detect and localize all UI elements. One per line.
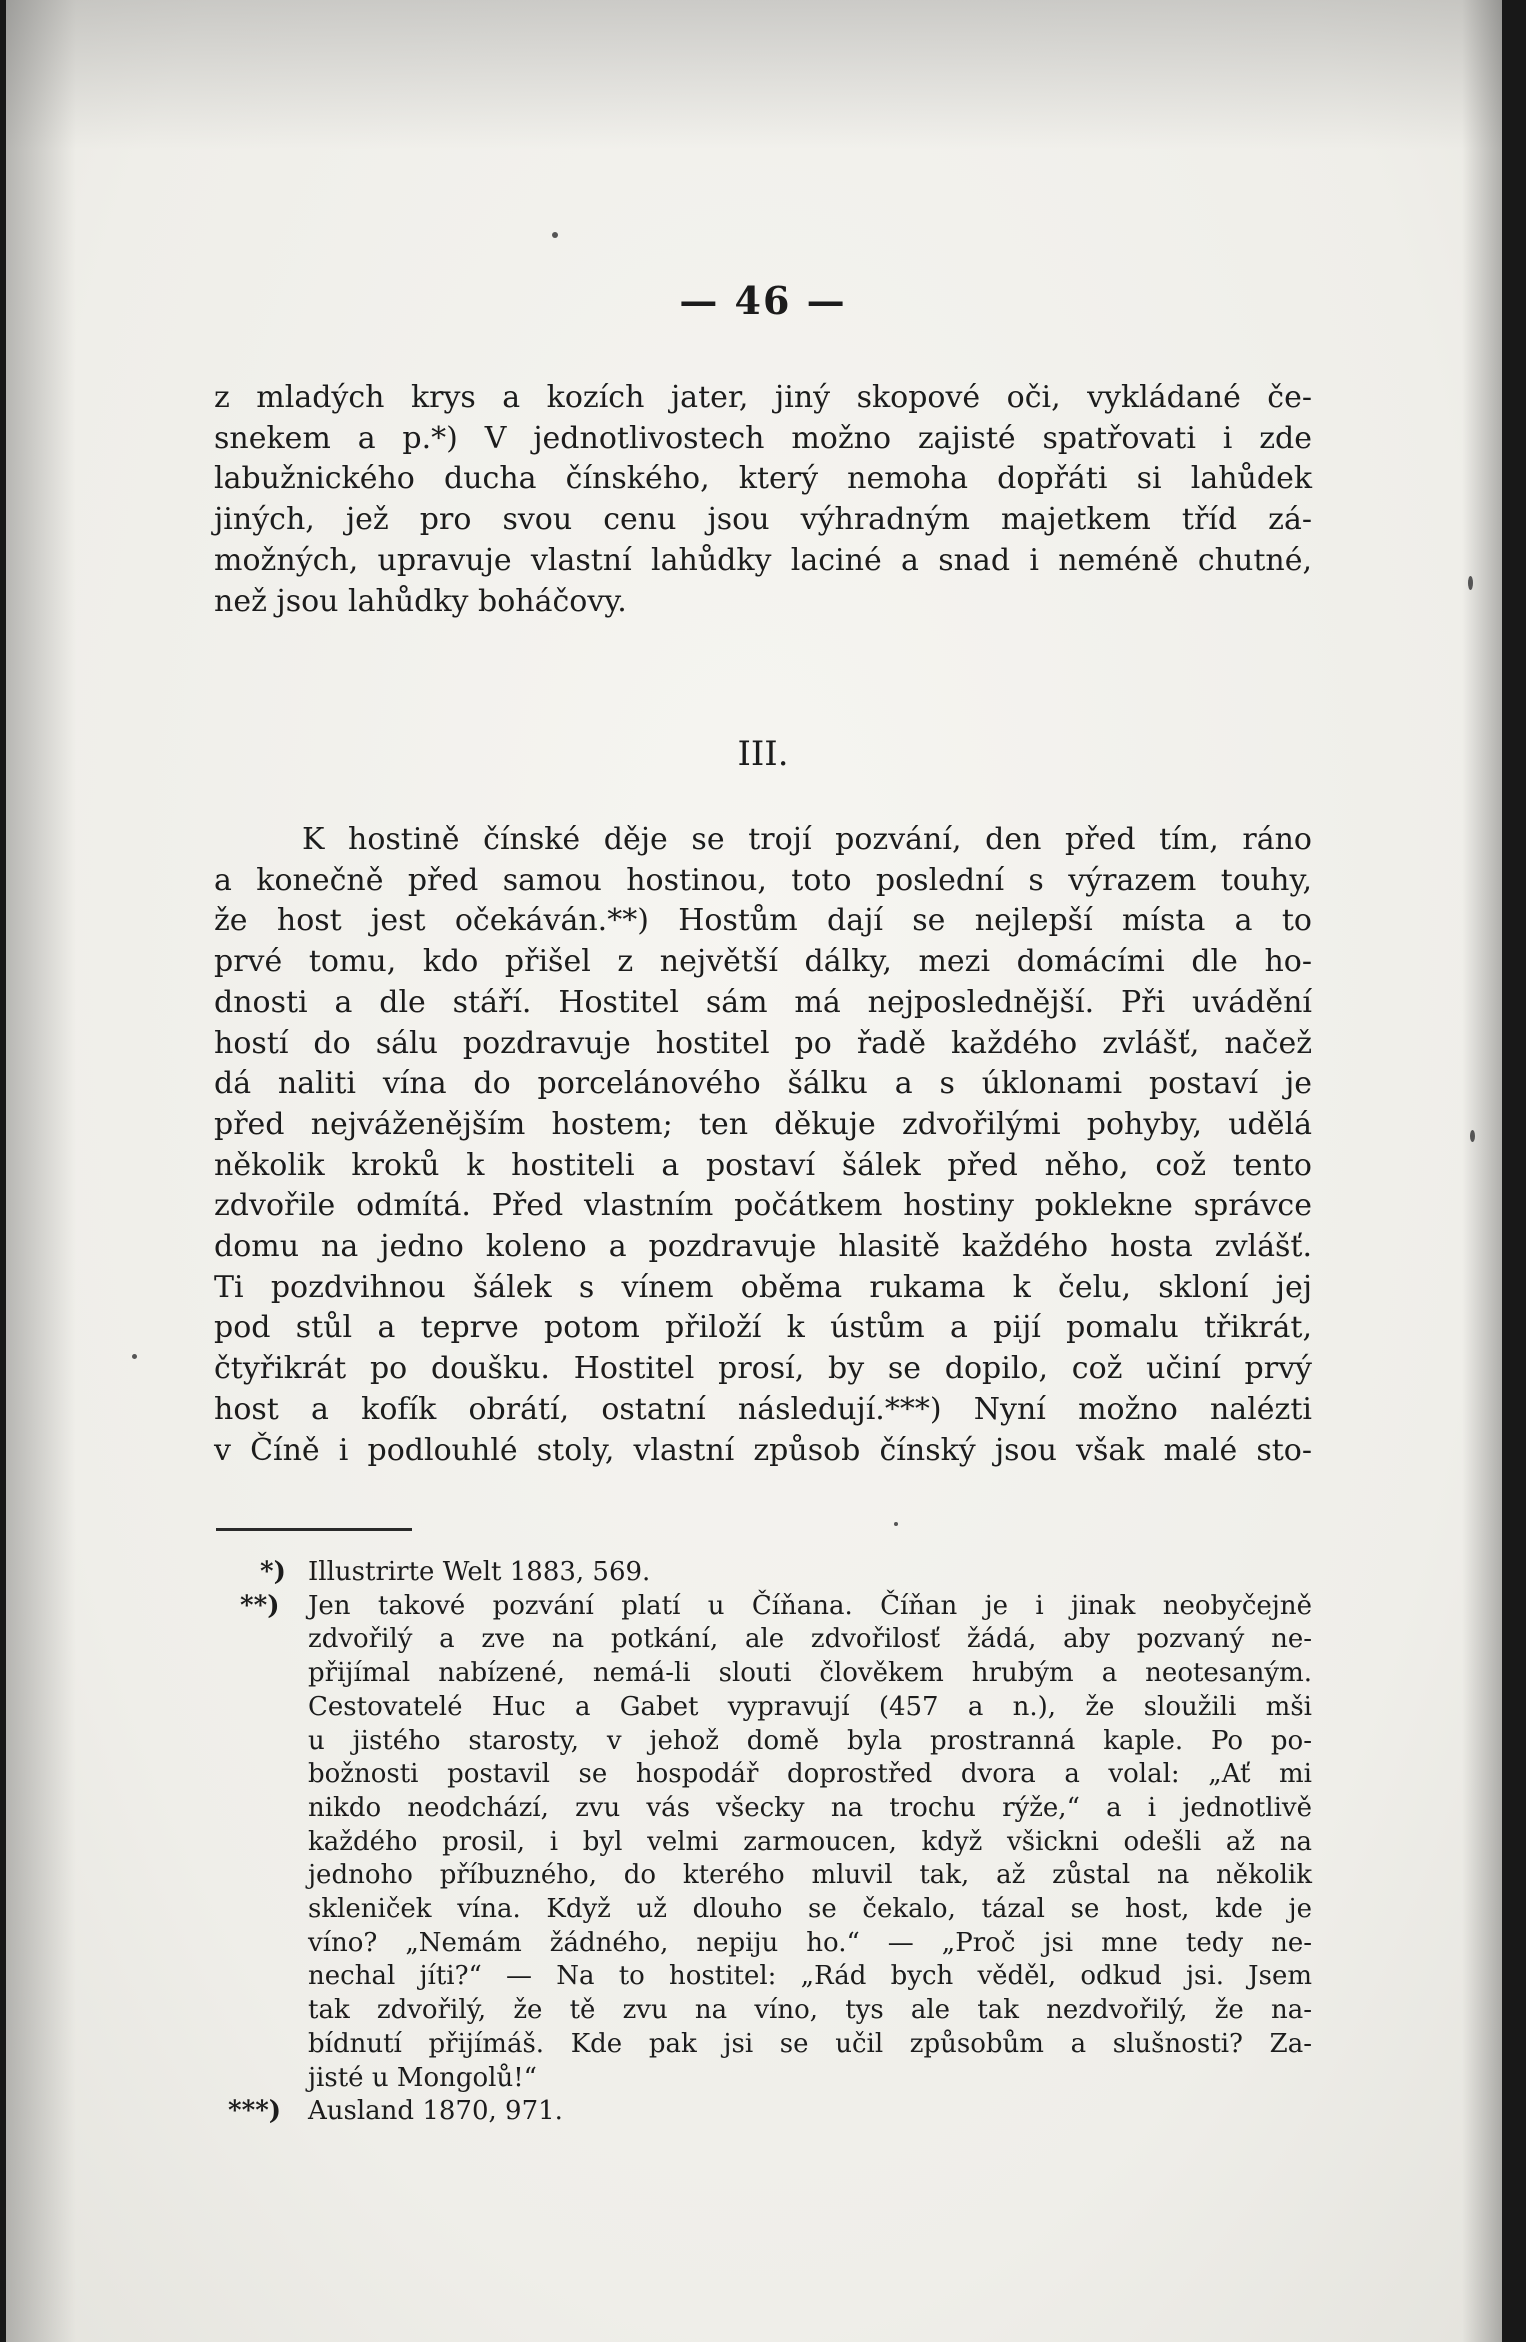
- text-line: že host jest očekáván.**) Hostům dají se nejlepší místa a to: [214, 903, 1312, 939]
- text-line: labužnického ducha čínského, který nemoha dopřáti si lahůdek: [214, 461, 1312, 497]
- footnote-line: Illustrirte Welt 1883, 569.: [308, 1557, 651, 1587]
- footnotes: [228, 1556, 1312, 2129]
- footnote-line: u jistého starosty, v jehož domě byla prostranná kaple. Po po-: [308, 1725, 1312, 1756]
- footnote-line: nikdo neodchází, zvu vás všecky na trochu rýže,“ a i jednotlivě: [308, 1792, 1312, 1823]
- text-line: dá naliti vína do porcelánového šálku a s úklonami postaví je: [214, 1066, 1312, 1102]
- footnote-marker: **): [240, 1590, 280, 1621]
- text-line: jiných, jež pro svou cenu jsou výhradným majetkem tříd zá-: [214, 502, 1312, 538]
- footnote-2: [232, 1590, 1312, 2096]
- paragraph-2: [214, 820, 1312, 1471]
- page-shadow-left: [6, 0, 76, 2342]
- text-line: Ti pozdvihnou šálek s vínem oběma rukama k čelu, skloní jej: [214, 1269, 1312, 1305]
- footnote-3: [228, 2095, 1312, 2129]
- paragraph-1: [214, 378, 1312, 622]
- page-shadow-right: [1462, 0, 1502, 2342]
- footnote-line: tak zdvořilý, že tě zvu na víno, tys ale tak nezdvořilý, že na-: [308, 1995, 1312, 2026]
- text-line: hostí do sálu pozdravuje hostitel po řadě každého zvlášť, načež: [214, 1025, 1312, 1061]
- footnote-line: víno? „Nemám žádného, nepiju ho.“ — „Proč jsi mne tedy ne-: [308, 1927, 1312, 1958]
- text-line: K hostině čínské děje se trojí pozvání, den před tím, ráno: [302, 822, 1312, 857]
- text-line: host a kofík obrátí, ostatní následují.***) Nyní možno nalézti: [214, 1391, 1312, 1427]
- text-line: z mladých krys a kozích jater, jiný skopové oči, vykládané če-: [214, 380, 1312, 415]
- text-line: možných, upravuje vlastní lahůdky laciné a snad i neméně chutné,: [214, 542, 1312, 578]
- footnote-line: jednoho příbuzného, do kterého mluvil tak, až zůstal na několik: [308, 1860, 1312, 1891]
- text-line: zdvořile odmítá. Před vlastním počátkem hostiny poklekne správce: [214, 1188, 1312, 1224]
- text-line: pod stůl a teprve potom přiloží k ústům a pijí pomalu třikrát,: [214, 1310, 1312, 1346]
- footnote-line: skleniček vína. Když už dlouho se čekalo, tázal se host, kde je: [308, 1894, 1312, 1925]
- text-line: a konečně před samou hostinou, toto poslední s výrazem touhy,: [214, 862, 1312, 898]
- speck: [552, 232, 558, 238]
- footnote-1: [232, 1556, 1312, 1590]
- footnote-marker: *): [260, 1557, 286, 1587]
- footnote-line: Cestovatelé Huc a Gabet vypravují (457 a n.), že sloužili mši: [308, 1691, 1312, 1722]
- footnote-line: jisté u Mongolů!“: [308, 2062, 537, 2093]
- section-heading: III.: [737, 734, 789, 774]
- footnote-line: přijímal nabízené, nemá-li slouti člověkem hrubým a neotesaným.: [308, 1658, 1312, 1689]
- footnote-line: zdvořilý a zve na potkání, ale zdvořilosť žádá, aby pozvaný ne-: [308, 1624, 1312, 1655]
- text-line: čtyřikrát po doušku. Hostitel prosí, by se dopilo, což učiní prvý: [214, 1351, 1312, 1387]
- speck: [894, 1522, 898, 1526]
- footnote-line: bídnutí přijímáš. Kde pak jsi se učil způsobům a slušnosti? Za-: [308, 2028, 1312, 2059]
- text-line: dnosti a dle stáří. Hostitel sám má nejposlednější. Při uvádění: [214, 984, 1312, 1020]
- speck: [1470, 1130, 1475, 1142]
- text-line: domu na jedno koleno a pozdravuje hlasitě každého hosta zvlášť.: [214, 1229, 1312, 1265]
- footnote-marker: ***): [228, 2096, 282, 2127]
- page-number: — 46 —: [679, 278, 847, 323]
- text-line: před nejváženějším hostem; ten děkuje zdvořilými pohyby, udělá: [214, 1106, 1312, 1142]
- footnote-line: nechal jíti?“ — Na to hostitel: „Rád bych věděl, odkud jsi. Jsem: [308, 1961, 1312, 1992]
- text-line: několik kroků k hostiteli a postaví šálek před něho, což tento: [214, 1147, 1312, 1183]
- footnote-line: božnosti postavil se hospodář doprostřed dvora a volal: „Ať mi: [308, 1759, 1312, 1790]
- page-shadow-top: [6, 0, 1502, 150]
- footnote-line: Ausland 1870, 971.: [308, 2096, 563, 2127]
- footnote-separator: [216, 1528, 412, 1531]
- speck: [1468, 576, 1473, 590]
- footnote-line: každého prosil, i byl velmi zarmoucen, když všickni odešli až na: [308, 1826, 1312, 1857]
- footnote-line: Jen takové pozvání platí u Číňana. Číňan je i jinak neobyčejně: [308, 1590, 1312, 1621]
- text-line: prvé tomu, kdo přišel z největší dálky, mezi domácími dle ho-: [214, 944, 1312, 980]
- text-line: než jsou lahůdky boháčovy.: [214, 583, 627, 619]
- text-line: snekem a p.*) V jednotlivostech možno zajisté spatřovati i zde: [214, 420, 1312, 456]
- text-line: v Číně i podlouhlé stoly, vlastní způsob čínský jsou však malé sto-: [214, 1432, 1312, 1468]
- speck: [132, 1354, 137, 1359]
